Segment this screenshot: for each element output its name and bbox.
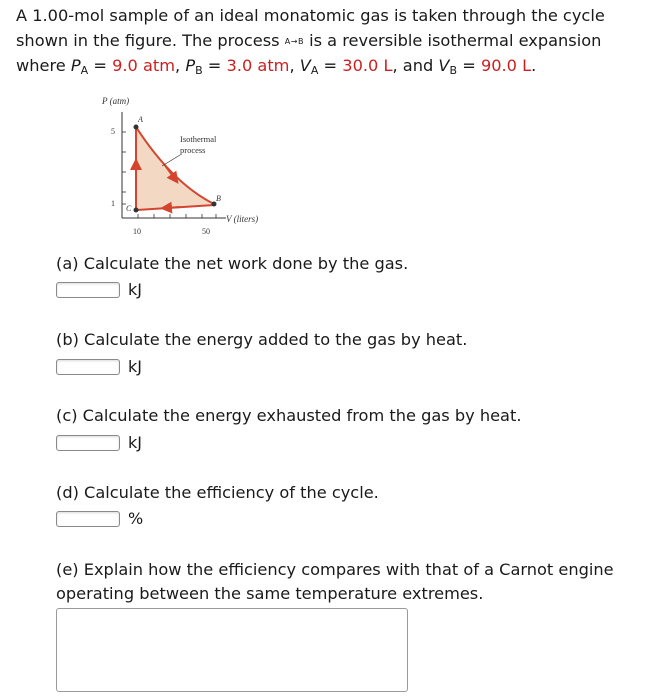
process-from: A	[284, 36, 291, 46]
pa-symbol: P	[70, 56, 81, 75]
pb-value: 3.0 atm	[226, 56, 290, 75]
x-tick-label-right: 50	[202, 227, 210, 236]
comma-1: ,	[175, 56, 181, 75]
pb-subscript: B	[195, 64, 203, 77]
answer-row-c	[56, 433, 142, 452]
answer-row-a	[56, 280, 142, 299]
problem-line-2-pre: shown in the figure. The process	[16, 30, 280, 50]
pb-symbol: P	[185, 56, 196, 75]
point-c-label: C	[126, 204, 132, 213]
answer-input-d[interactable]	[56, 511, 120, 527]
point-a-marker	[134, 125, 139, 130]
comma-3: ,	[392, 56, 398, 75]
vb-symbol: V	[438, 56, 450, 75]
x-ticks	[138, 214, 216, 218]
problem-statement	[16, 4, 661, 84]
answer-row-d	[56, 509, 143, 528]
y-ticks	[122, 132, 126, 204]
answer-textarea-e[interactable]	[56, 608, 408, 692]
point-c-marker	[134, 208, 139, 213]
pv-diagram	[96, 94, 266, 240]
isotherm-annotation-line2: process	[180, 145, 206, 155]
problem-line-3	[16, 54, 661, 84]
question-d: (d) Calculate the efficiency of the cycle.	[56, 483, 379, 502]
answer-input-b[interactable]	[56, 359, 120, 375]
pa-value: 9.0 atm	[112, 56, 175, 75]
and-text: and	[402, 56, 434, 75]
unit-c: kJ	[128, 433, 142, 452]
va-subscript: A	[310, 64, 319, 77]
va-symbol: V	[299, 56, 311, 75]
problem-line-2	[16, 29, 661, 55]
process-to: B	[297, 36, 304, 46]
annotation-leader	[162, 155, 180, 166]
x-tick-label-left: 10	[133, 227, 141, 236]
y-tick-label-high: 5	[111, 127, 115, 136]
question-e-line1: (e) Explain how the efficiency compares with that of a Carnot engine	[56, 560, 614, 579]
unit-b: kJ	[128, 357, 142, 376]
y-axis-label: P (atm)	[102, 96, 130, 106]
arrow-on-bc	[166, 207, 180, 208]
point-b-label: B	[216, 194, 221, 203]
period: .	[531, 56, 537, 75]
question-e-line2: operating between the same temperature extremes.	[56, 584, 484, 603]
eq-3: =	[323, 56, 338, 75]
question-a: (a) Calculate the net work done by the gas.	[56, 254, 409, 273]
eq-1: =	[93, 56, 107, 75]
problem-line-2-post: is a reversible isothermal expansion	[309, 30, 602, 50]
x-axis-label: V (liters)	[226, 214, 259, 224]
eq-4: =	[462, 56, 476, 75]
comma-2: ,	[289, 56, 295, 75]
answer-row-b	[56, 357, 142, 376]
unit-a: kJ	[128, 280, 142, 299]
problem-line-1-text: A 1.00-mol sample of an ideal monatomic gas is taken through the cycle	[16, 6, 605, 25]
unit-d: %	[128, 509, 144, 528]
process-arrow: →	[290, 36, 298, 46]
vb-subscript: B	[449, 64, 458, 77]
problem-line-1	[16, 4, 661, 29]
question-e	[56, 558, 614, 606]
question-c: (c) Calculate the energy exhausted from the gas by heat.	[56, 406, 522, 425]
y-tick-label-low: 1	[111, 199, 115, 208]
eq-2: =	[207, 56, 222, 75]
point-a-label: A	[138, 115, 143, 124]
va-value: 30.0 L	[342, 56, 393, 75]
isotherm-annotation-line1: Isothermal	[180, 134, 217, 144]
answer-input-c[interactable]	[56, 435, 120, 451]
question-b: (b) Calculate the energy added to the gas by heat.	[56, 330, 468, 349]
where-text: where	[16, 56, 66, 75]
pa-subscript: A	[80, 64, 89, 77]
vb-value: 90.0 L	[480, 56, 532, 75]
process-label	[285, 37, 304, 46]
answer-input-a[interactable]	[56, 282, 120, 298]
